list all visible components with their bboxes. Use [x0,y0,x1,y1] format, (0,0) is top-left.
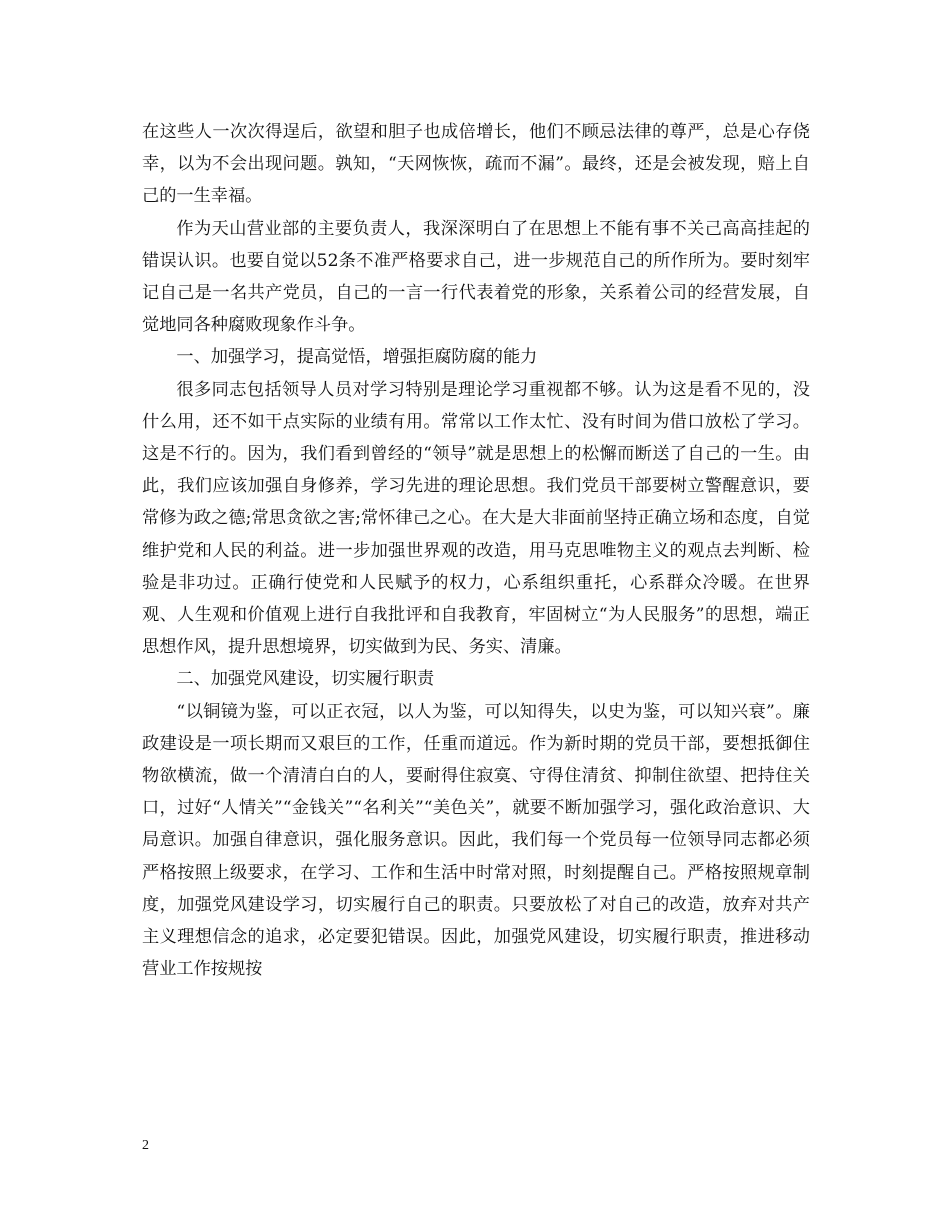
paragraph-4: “以铜镜为鉴，可以正衣冠，以人为鉴，可以知得失，以史为鉴，可以知兴衰”。廉政建设是一项长期而又艰巨的工作，任重而道远。作为新时期的党员干部，要想抵御住物欲横流，做一个清清白白的人，要耐得住寂寞、守得住清贫、抑制住欲望、把持住关口，过好“人情关”“金钱关”“名利关”“美色关”，就要不断加强学习，强化政治意识、大局意识。加强自律意识，强化服务意识。因此，我们每一个党员每一位领导同志都必须严格按照上级要求，在学习、工作和生活中时常对照，时刻提醒自己。严格按照规章制度，加强党风建设学习，切实履行自己的职责。只要放松了对自己的改造，放弃对共产主义理想信念的追求，必定要犯错误。因此，加强党风建设，切实履行职责，推进移动营业工作按规按 [142,701,810,980]
section-heading-1: 一、加强学习，提高觉悟，增强拒腐防腐的能力 [176,347,538,368]
paragraph-3: 很多同志包括领导人员对学习特别是理论学习重视都不够。认为这是看不见的，没什么用，还不如干点实际的业绩有用。常常以工作太忙、没有时间为借口放松了学习。这是不行的。因为，我们看到曾经的“领导”就是思想上的松懈而断送了自己的一生。由此，我们应该加强自身修养，学习先进的理论思想。我们党员干部要树立警醒意识，要常修为政之德;常思贪欲之害;常怀律己之心。在大是大非面前坚持正确立场和态度，自觉维护党和人民的利益。进一步加强世界观的改造，用马克思唯物主义的观点去判断、检验是非功过。正确行使党和人民赋予的权力，心系组织重托，心系群众冷暖。在世界观、人生观和价值观上进行自我批评和自我教育，牢固树立“为人民服务”的思想，端正思想作风，提升思想境界，切实做到为民、务实、清廉。 [142,379,810,658]
paragraph-2: 作为天山营业部的主要负责人，我深深明白了在思想上不能有事不关己高高挂起的错误认识。也要自觉以52条不准严格要求自己，进一步规范自己的所作所为。要时刻牢记自己是一名共产党员，自己的一言一行代表着党的形象，关系着公司的经营发展，自觉地同各种腐败现象作斗争。 [142,218,810,336]
document-body [142,116,810,985]
section-heading-2: 二、加强党风建设，切实履行职责 [176,669,435,690]
page-number: 2 [142,1138,149,1153]
paragraph-1: 在这些人一次次得逞后，欲望和胆子也成倍增长，他们不顾忌法律的尊严，总是心存侥幸，以为不会出现问题。孰知，“天网恢恢，疏而不漏”。最终，还是会被发现，赔上自己的一生幸福。 [142,122,810,207]
